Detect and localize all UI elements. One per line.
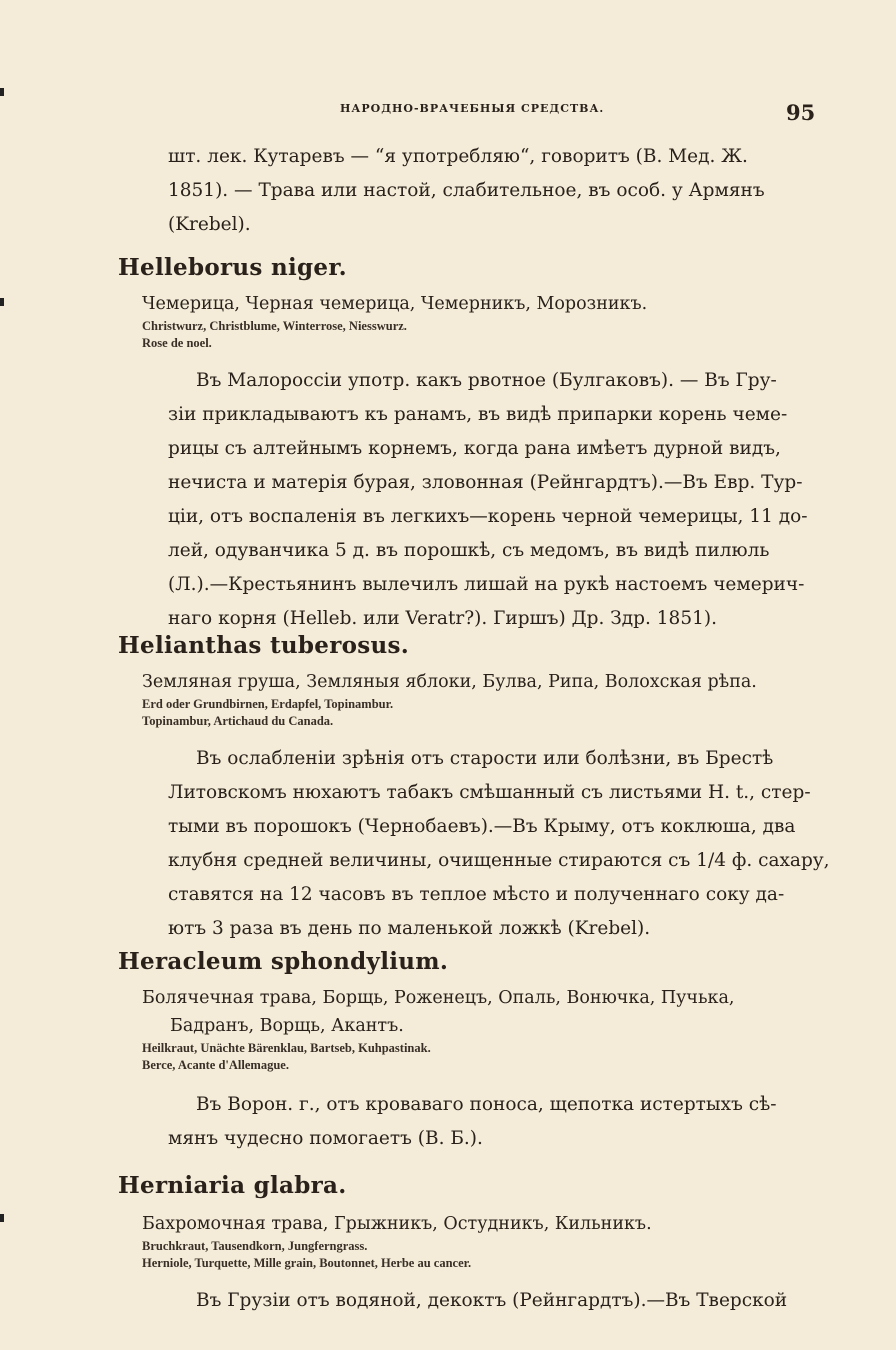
entry-title: Herniaria glabra. bbox=[118, 1172, 347, 1199]
text-line: 1851). — Трава или настой, слабительное, въ особ. у Армянъ bbox=[168, 180, 765, 201]
text-line: клубня средней величины, очищенные стираются съ 1/4 ф. сахару, bbox=[168, 850, 830, 871]
german-names: Heilkraut, Unächte Bärenklau, Bartseb, Kuhpastinak. bbox=[142, 1041, 431, 1055]
french-names: Topinambur, Artichaud du Canada. bbox=[142, 714, 334, 728]
text-line: шт. лек. Кутаревъ — “я употребляю“, говоритъ (В. Мед. Ж. bbox=[168, 146, 748, 167]
russian-names: Чемерица, Черная чемерица, Чемерникъ, Морозникъ. bbox=[142, 294, 648, 314]
page-edge-mark bbox=[0, 1214, 4, 1222]
text-line: цiи, отъ воспаленiя въ легкихъ—корень черной чемерицы, 11 до- bbox=[168, 506, 808, 527]
text-line: ютъ 3 раза въ день по маленькой ложкѣ (Krebel). bbox=[168, 918, 651, 939]
russian-names-continued: Бадранъ, Ворщь, Акантъ. bbox=[170, 1016, 404, 1036]
text-line: тыми въ порошокъ (Чернобаевъ).—Въ Крыму, отъ коклюша, два bbox=[168, 816, 796, 837]
entry-names bbox=[142, 290, 647, 352]
french-names: Herniole, Turquette, Mille grain, Boutonnet, Herbe au cancer. bbox=[142, 1256, 472, 1270]
russian-names: Болячечная трава, Борщь, Роженецъ, Опаль, Вонючка, Пучька, bbox=[142, 988, 735, 1008]
entry-text bbox=[168, 742, 830, 946]
text-line: Въ ослабленiи зрѣнiя отъ старости или болѣзни, въ Брестѣ bbox=[196, 748, 774, 769]
text-line: (Л.).—Крестьянинъ вылечилъ лишай на рукѣ настоемъ чемерич- bbox=[168, 574, 805, 595]
page-edge-mark bbox=[0, 298, 4, 306]
running-header: НАРОДНО-ВРАЧЕБНЫЯ СРЕДСТВА. bbox=[340, 102, 605, 115]
french-names: Rose de noel. bbox=[142, 336, 212, 350]
text-line: зiи прикладываютъ къ ранамъ, въ видѣ припарки корень чеме- bbox=[168, 404, 788, 425]
text-line: лей, одуванчика 5 д. въ порошкѣ, съ медомъ, въ видѣ пилюль bbox=[168, 540, 770, 561]
entry-names bbox=[142, 1210, 652, 1272]
entry-text bbox=[168, 1284, 813, 1318]
entry-names bbox=[142, 984, 734, 1074]
text-line: (Krebel). bbox=[168, 214, 251, 235]
entry-text bbox=[168, 1088, 813, 1156]
page-edge-mark bbox=[0, 88, 4, 96]
text-line: нечиста и матерiя бурая, зловонная (Рейнгардтъ).—Въ Евр. Тур- bbox=[168, 472, 803, 493]
text-line: Литовскомъ нюхаютъ табакъ смѣшанный съ листьями H. t., стер- bbox=[168, 782, 811, 803]
text-line: Въ Грузiи отъ водяной, декоктъ (Рейнгардтъ).—Въ Тверской bbox=[196, 1290, 788, 1311]
german-names: Bruchkraut, Tausendkorn, Jungferngrass. bbox=[142, 1239, 368, 1253]
entry-title: Helianthas tuberosus. bbox=[118, 632, 410, 659]
text-line: Въ Ворон. г., отъ кроваваго поноса, щепотка истертыхъ сѣ- bbox=[196, 1094, 777, 1115]
entry-title: Helleborus niger. bbox=[118, 254, 347, 281]
text-line: рицы съ алтейнымъ корнемъ, когда рана имѣетъ дурной видъ, bbox=[168, 438, 781, 459]
continued-paragraph bbox=[168, 140, 813, 242]
text-line: мянъ чудесно помогаетъ (В. Б.). bbox=[168, 1128, 483, 1149]
german-names: Christwurz, Christblume, Winterrose, Niesswurz. bbox=[142, 319, 407, 333]
entry-text bbox=[168, 364, 813, 636]
text-line: Въ Малороссiи употр. какъ рвотное (Булгаковъ). — Въ Гру- bbox=[196, 370, 777, 391]
french-names: Berce, Acante d'Allemague. bbox=[142, 1058, 289, 1072]
german-names: Erd oder Grundbirnen, Erdapfel, Topinambur. bbox=[142, 697, 394, 711]
page-number: 95 bbox=[786, 100, 816, 125]
text-line: ставятся на 12 часовъ въ теплое мѣсто и полученнаго соку да- bbox=[168, 884, 785, 905]
entry-names bbox=[142, 668, 757, 730]
text-line: наго корня (Helleb. или Veratr?). Гиршъ) Др. Здр. 1851). bbox=[168, 608, 717, 629]
entry-title: Heracleum sphondylium. bbox=[118, 948, 449, 975]
russian-names: Бахромочная трава, Грыжникъ, Остудникъ, Кильникъ. bbox=[142, 1214, 652, 1234]
russian-names: Земляная груша, Земляныя яблоки, Булва, Рипа, Волохская рѣпа. bbox=[142, 672, 757, 692]
